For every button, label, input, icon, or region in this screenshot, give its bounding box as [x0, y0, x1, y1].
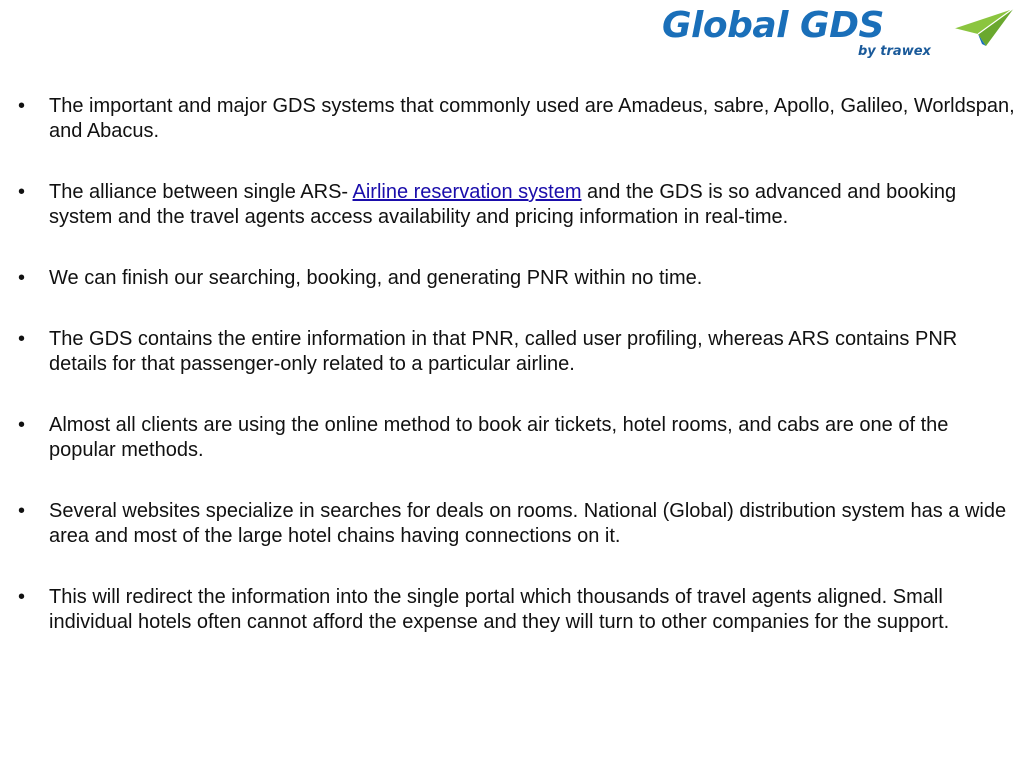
global-gds-logo	[660, 4, 1020, 64]
bullet-list	[18, 94, 1018, 671]
bullet-marker: •	[18, 267, 26, 289]
list-item	[18, 585, 1018, 635]
bullet-text: Almost all clients are using the online method to book air tickets, hotel rooms, and cabs are one of the popular methods.	[49, 414, 949, 461]
list-item	[18, 327, 1018, 377]
paper-plane-icon	[952, 6, 1016, 48]
bullet-marker: •	[18, 586, 26, 608]
bullet-marker: •	[18, 95, 26, 117]
bullet-marker: •	[18, 500, 26, 522]
list-item	[18, 266, 1018, 291]
bullet-text: The GDS contains the entire information in that PNR, called user profiling, whereas ARS contains PNR details for that passenger-only related to a particular airline.	[49, 328, 958, 375]
list-item	[18, 413, 1018, 463]
logo-brand-text: Global GDS	[662, 5, 884, 46]
list-item	[18, 499, 1018, 549]
list-item	[18, 94, 1018, 144]
bullet-text: The important and major GDS systems that commonly used are Amadeus, sabre, Apollo, Galileo, Worldspan, and Abacus.	[49, 95, 1015, 142]
bullet-text: Several websites specialize in searches for deals on rooms. National (Global) distribution system has a wide area and most of the large hotel chains having connections on it.	[49, 500, 1007, 547]
bullet-marker: •	[18, 328, 26, 350]
bullet-text: This will redirect the information into the single portal which thousands of travel agents aligned. Small individual hotels often cannot afford the expense and they will turn to other companies for the support.	[49, 586, 950, 633]
logo-tagline: by trawex	[858, 44, 931, 59]
bullet-marker: •	[18, 181, 26, 203]
list-item	[18, 180, 1018, 230]
bullet-marker: •	[18, 414, 26, 436]
bullet-text-before-link: The alliance between single ARS-	[49, 181, 353, 203]
airline-reservation-system-link[interactable]: Airline reservation system	[352, 181, 582, 203]
bullet-text: We can finish our searching, booking, and generating PNR within no time.	[49, 267, 703, 289]
bullet-text-after-link: and the GDS is so advanced and booking system and the travel agents access availability and pricing information in real-time.	[49, 181, 957, 228]
